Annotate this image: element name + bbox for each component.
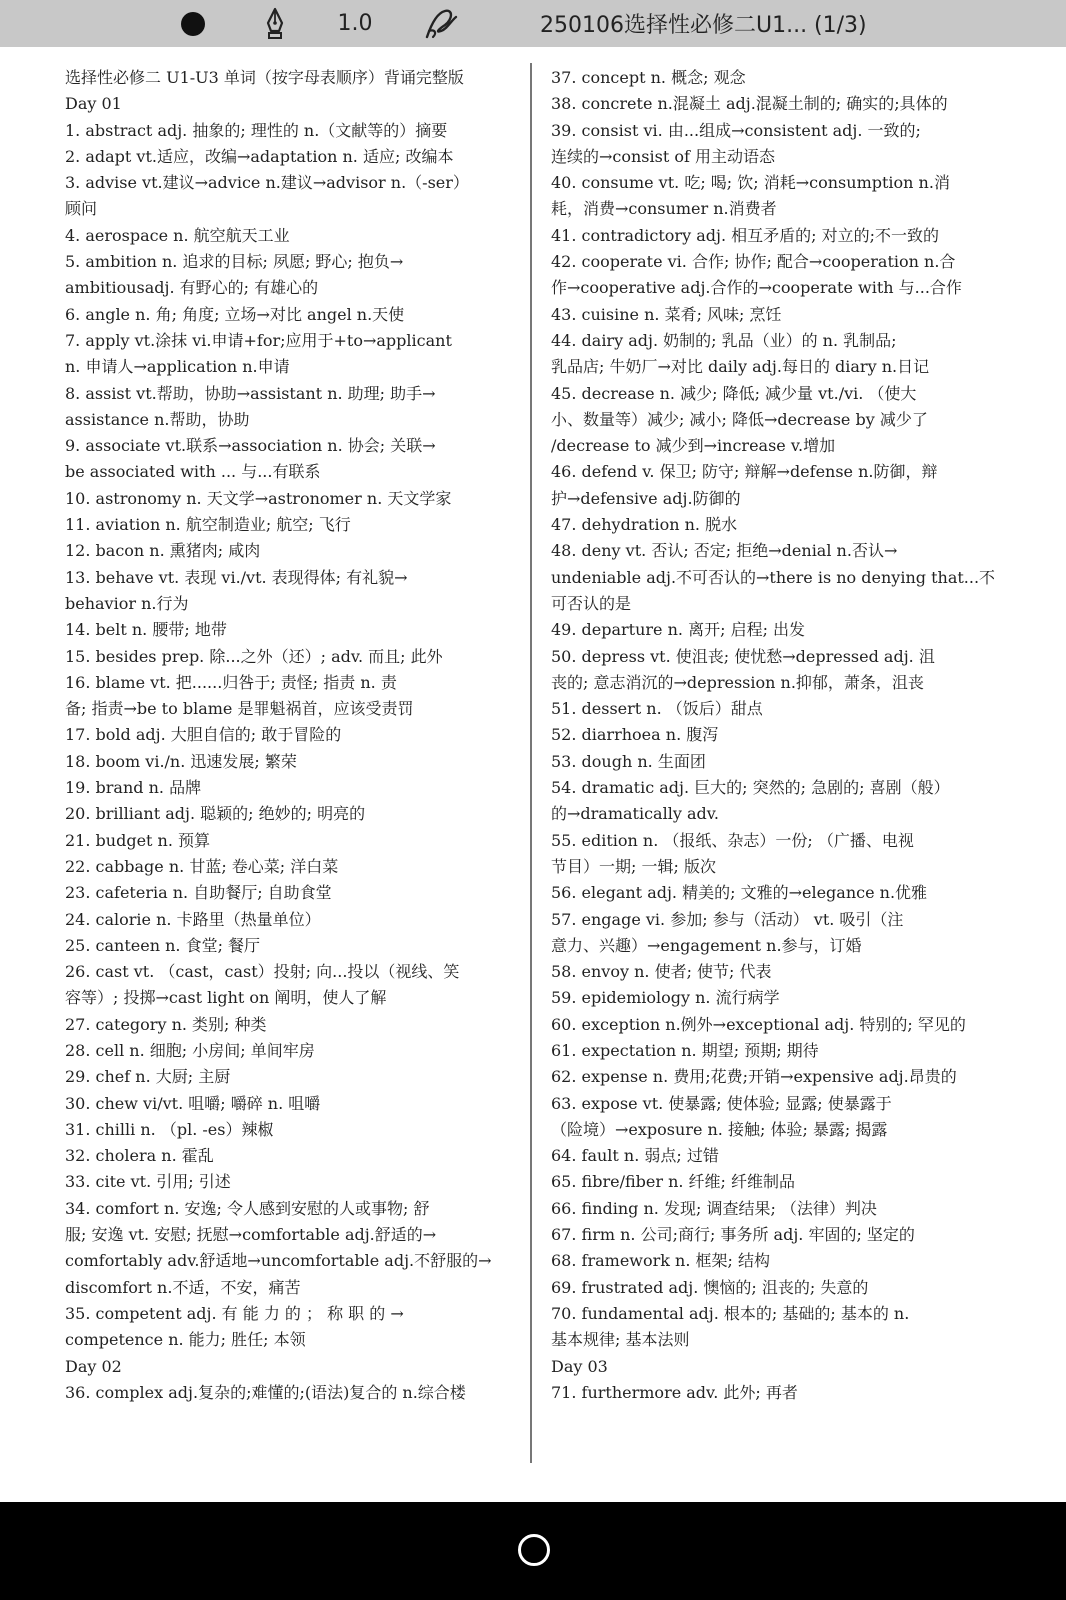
vocab-line: 17. bold adj. 大胆自信的; 敢于冒险的 [65,725,342,745]
vocab-line: 14. belt n. 腰带; 地带 [65,620,227,640]
document-page[interactable] [0,47,1066,1502]
vocab-line: 42. cooperate vi. 合作; 协作; 配合→cooperation n.合 [551,252,956,272]
vocab-line: Day 01 [65,94,122,114]
top-toolbar [0,0,1066,47]
vocab-line: 51. dessert n. （饭后）甜点 [551,699,763,719]
vocab-line: 68. framework n. 框架; 结构 [551,1251,770,1271]
vocab-line: 8. assist vt.帮助，协助→assistant n. 助理; 助手→ [65,383,436,403]
vocab-line: 意力、兴趣）→engagement n.参与，订婚 [551,935,862,955]
vocab-line: 70. fundamental adj. 根本的; 基础的; 基本的 n. [551,1303,910,1323]
vocab-line: 67. firm n. 公司;商行; 事务所 adj. 牢固的; 坚定的 [551,1225,915,1245]
vocab-line: 服; 安逸 vt. 安慰; 抚慰→comfortable adj.舒适的→ [65,1225,437,1245]
vocab-line: Day 03 [551,1356,608,1376]
record-dot-icon [181,12,205,36]
vocab-line: 32. cholera n. 霍乱 [65,1146,214,1166]
vocab-line: 54. dramatic adj. 巨大的; 突然的; 急剧的; 喜剧（般） [551,778,950,798]
vocab-line: 36. complex adj.复杂的;难懂的;(语法)复合的 n.综合楼 [65,1382,466,1402]
vocab-line: 7. apply vt.涂抹 vi.申请+for;应用于+to→applicant [65,330,452,350]
vocab-line: 44. dairy adj. 奶制的; 乳品（业）的 n. 乳制品; [551,330,897,350]
vocab-line: 50. depress vt. 使沮丧; 使忧愁→depressed adj. 沮 [551,646,935,666]
vocab-line: 11. aviation n. 航空制造业; 航空; 飞行 [65,515,351,535]
vocab-line: 23. cafeteria n. 自助餐厅; 自助食堂 [65,883,332,903]
vocab-line: discomfort n.不适，不安，痛苦 [65,1277,301,1297]
vocab-line: comfortably adv.舒适地→uncomfortable adj.不舒服的→ [65,1251,492,1271]
vocab-line: 31. chilli n. （pl. -es）辣椒 [65,1119,274,1139]
zoom-level[interactable]: 1.0 [337,11,373,36]
vocab-line: 2. adapt vt.适应，改编→adaptation n. 适应; 改编本 [65,146,454,166]
record-button[interactable] [176,0,210,47]
vocab-line: 39. consist vi. 由...组成→consistent adj. 一致的; [551,120,921,140]
document-title: 250106选择性必修二U1... (1/3) [540,13,867,38]
vocab-line: 63. expose vt. 使暴露; 使体验; 显露; 使暴露于 [551,1093,892,1113]
vocab-line: 容等）; 投掷→cast light on 阐明，使人了解 [65,988,387,1008]
vocab-line: 56. elegant adj. 精美的; 文雅的→elegance n.优雅 [551,883,928,903]
vocab-line: assistance n.帮助，协助 [65,409,250,429]
vocab-line: 1. abstract adj. 抽象的; 理性的 n.（文献等的）摘要 [65,120,448,140]
vocab-line: 18. boom vi./n. 迅速发展; 繁荣 [65,751,297,771]
vocab-line: n. 申请人→application n.申请 [65,357,290,377]
vocab-line: 丧的; 意志消沉的→depression n.抑郁，萧条，沮丧 [551,672,924,692]
vocab-line: 55. edition n. （报纸、杂志）一份; （广播、电视 [551,830,914,850]
left-column [65,65,515,1406]
vocab-line: 耗，消费→consumer n.消费者 [551,199,777,219]
vocab-line: 27. category n. 类别; 种类 [65,1014,267,1034]
vocab-line: 备; 指责→be to blame 是罪魁祸首，应该受责罚 [65,699,414,719]
vocab-line: 12. bacon n. 熏猪肉; 咸肉 [65,541,261,561]
vocab-line: 33. cite vt. 引用; 引述 [65,1172,231,1192]
vocab-line: 22. cabbage n. 甘蓝; 卷心菜; 洋白菜 [65,856,339,876]
vocab-line: ambitiousadj. 有野心的; 有雄心的 [65,278,319,298]
vocab-line: 26. cast vt. （cast，cast）投射; 向...投以（视线、笑 [65,962,460,982]
vocab-line: 48. deny vt. 否认; 否定; 拒绝→denial n.否认→ [551,541,898,561]
vocab-line: 40. consume vt. 吃; 喝; 饮; 消耗→consumption n.消 [551,173,950,193]
vocab-line: /decrease to 减少到→increase v.增加 [551,436,836,456]
vocab-line: 的→dramatically adv. [551,804,719,824]
vocab-line: 4. aerospace n. 航空航天工业 [65,225,290,245]
vocab-line: 基本规律; 基本法则 [551,1330,690,1350]
vocab-line: 15. besides prep. 除...之外（还）; adv. 而且; 此外 [65,646,443,666]
signature-icon [423,7,461,41]
vocab-line: 25. canteen n. 食堂; 餐厅 [65,935,261,955]
right-column [551,65,1001,1406]
vocab-line: 10. astronomy n. 天文学→astronomer n. 天文学家 [65,488,452,508]
vocab-line: 连续的→consist of 用主动语态 [551,146,776,166]
column-divider [530,63,532,1463]
vocab-line: 19. brand n. 品牌 [65,778,202,798]
vocab-line: 乳品店; 牛奶厂→对比 daily adj.每日的 diary n.日记 [551,357,930,377]
vocab-line: 43. cuisine n. 菜肴; 风味; 烹饪 [551,304,782,324]
vocab-line: competence n. 能力; 胜任; 本领 [65,1330,306,1350]
vocab-line: behavior n.行为 [65,593,189,613]
vocab-line: （险境）→exposure n. 接触; 体验; 暴露; 揭露 [551,1119,888,1139]
vocab-line: 小、数量等）减少; 减小; 降低→decrease by 减少了 [551,409,928,429]
vocab-line: be associated with ... 与...有联系 [65,462,321,482]
vocab-line: 45. decrease n. 减少; 降低; 减少量 vt./vi. （使大 [551,383,917,403]
vocab-line: 61. expectation n. 期望; 预期; 期待 [551,1040,819,1060]
vocab-line: 47. dehydration n. 脱水 [551,515,738,535]
pen-tool-button[interactable] [258,0,292,47]
vocab-line: 13. behave vt. 表现 vi./vt. 表现得体; 有礼貌→ [65,567,408,587]
vocab-line: 65. fibre/fiber n. 纤维; 纤维制品 [551,1172,796,1192]
vocab-line: 62. expense n. 费用;花费;开销→expensive adj.昂贵的 [551,1067,957,1087]
vocab-line: 16. blame vt. 把......归咎于; 责怪; 指责 n. 责 [65,672,397,692]
system-navigation-bar [0,1502,1066,1600]
vocab-line: 53. dough n. 生面团 [551,751,706,771]
vocab-line: 66. finding n. 发现; 调查结果; （法律）判决 [551,1198,877,1218]
vocab-line: 作→cooperative adj.合作的→cooperate with 与...合作 [551,278,962,298]
vocab-line: undeniable adj.不可否认的→there is no denying that...不 [551,567,996,587]
vocab-line: 21. budget n. 预算 [65,830,211,850]
vocab-line: 可否认的是 [551,593,632,613]
vocab-line: 41. contradictory adj. 相互矛盾的; 对立的;不一致的 [551,225,939,245]
vocab-line: 9. associate vt.联系→association n. 协会; 关联→ [65,436,436,456]
vocab-line: 69. frustrated adj. 懊恼的; 沮丧的; 失意的 [551,1277,869,1297]
vocab-line: 选择性必修二 U1-U3 单词（按字母表顺序）背诵完整版 [65,68,464,87]
vocab-line: 52. diarrhoea n. 腹泻 [551,725,719,745]
vocab-line: 5. ambition n. 追求的目标; 夙愿; 野心; 抱负→ [65,252,404,272]
vocab-line: 24. calorie n. 卡路里（热量单位） [65,909,321,929]
vocab-line: 节目）一期; 一辑; 版次 [551,856,716,876]
vocab-line: 71. furthermore adv. 此外; 再者 [551,1382,798,1402]
vocab-line: 46. defend v. 保卫; 防守; 辩解→defense n.防御，辩 [551,462,938,482]
vocab-line: 38. concrete n.混凝土 adj.混凝土制的; 确实的;具体的 [551,94,948,114]
home-circle-icon[interactable] [518,1534,550,1566]
vocab-line: 20. brilliant adj. 聪颖的; 绝妙的; 明亮的 [65,804,366,824]
vocab-line: 59. epidemiology n. 流行病学 [551,988,780,1008]
signature-button[interactable] [420,0,464,47]
vocab-line: 37. concept n. 概念; 观念 [551,68,746,87]
vocab-line: 60. exception n.例外→exceptional adj. 特别的; 罕见的 [551,1014,966,1034]
vocab-line: 29. chef n. 大厨; 主厨 [65,1067,231,1087]
vocab-line: 28. cell n. 细胞; 小房间; 单间牢房 [65,1040,315,1060]
fountain-pen-icon [262,7,288,41]
vocab-line: 34. comfort n. 安逸; 令人感到安慰的人或事物; 舒 [65,1198,430,1218]
vocab-line: 6. angle n. 角; 角度; 立场→对比 angel n.天使 [65,304,405,324]
vocab-line: 护→defensive adj.防御的 [551,488,741,508]
vocab-line: 64. fault n. 弱点; 过错 [551,1146,719,1166]
vocab-line: 3. advise vt.建议→advice n.建议→advisor n.（-ser） [65,173,469,193]
vocab-line: 57. engage vi. 参加; 参与（活动） vt. 吸引（注 [551,909,904,929]
vocab-line: 35. competent adj. 有 能 力 的 ； 称 职 的 → [65,1303,404,1323]
vocab-line: 49. departure n. 离开; 启程; 出发 [551,620,806,640]
vocab-line: Day 02 [65,1356,122,1376]
vocab-line: 顾问 [65,199,98,219]
vocab-line: 58. envoy n. 使者; 使节; 代表 [551,962,772,982]
vocab-line: 30. chew vi/vt. 咀嚼; 嚼碎 n. 咀嚼 [65,1093,321,1113]
